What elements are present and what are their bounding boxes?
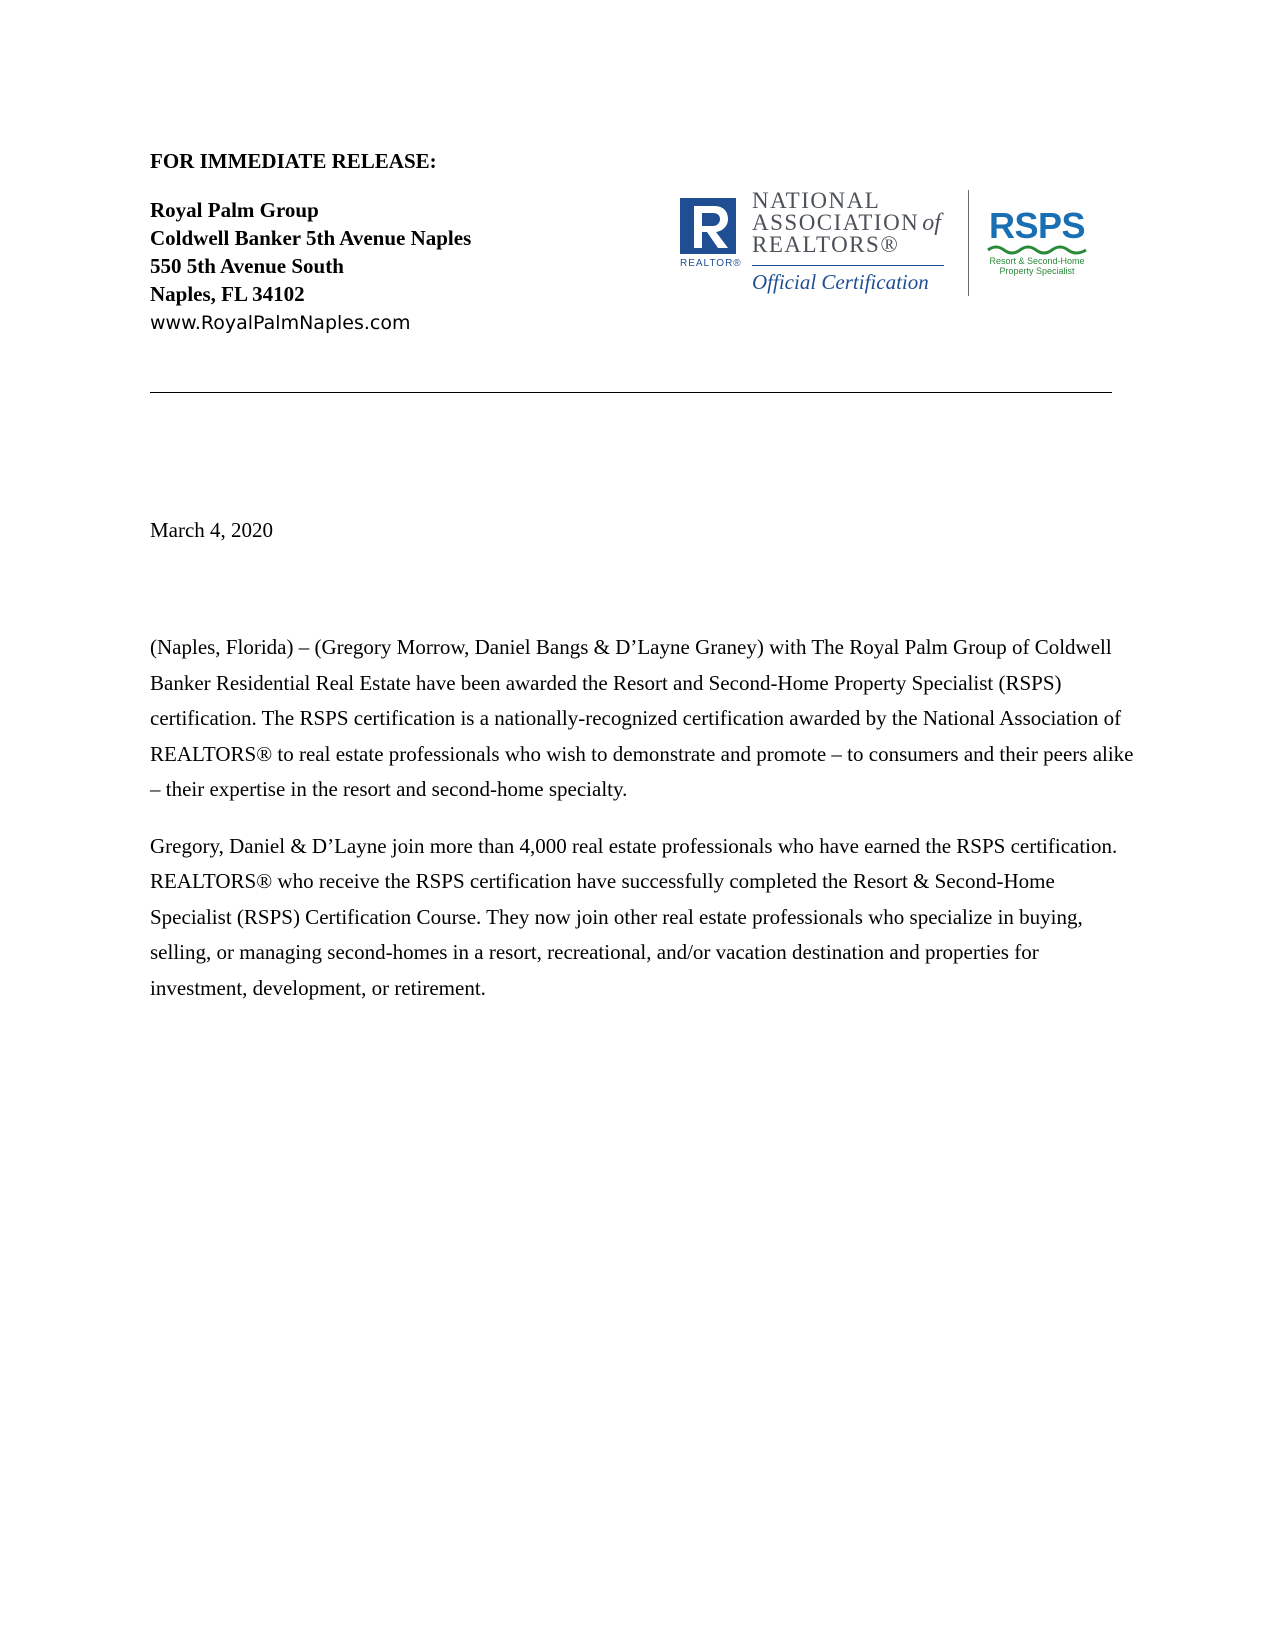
realtor-r-logo-icon: [680, 198, 736, 254]
brokerage-name: Coldwell Banker 5th Avenue Naples: [150, 226, 472, 250]
rsps-logo: [986, 205, 1106, 276]
release-label: FOR IMMEDIATE RELEASE:: [150, 149, 437, 173]
release-date: March 4, 2020: [150, 518, 274, 542]
certification-logos: [680, 190, 1105, 300]
rsps-tagline-line1: Resort & Second-Home: [989, 256, 1085, 266]
nar-line-association: [752, 212, 962, 234]
nar-logo-text: [752, 190, 962, 256]
nar-official-certification: Official Certification: [752, 270, 929, 294]
body-paragraph: Gregory, Daniel & D’Layne join more than 4,000 real estate professionals who have earned the RSPS certification. REALTORS® who receive the RSPS certification have successfully completed the Resort & Second-Home Specialist (RSPS) Certification Course. They now join other real estate professionals who specialize in buying, selling, or managing second-homes in a resort, recreational, and/or vacation destination and properties for investment, development, or retirement.: [150, 833, 1118, 1000]
realtor-r-mark-icon: [680, 198, 736, 254]
website-link[interactable]: www.RoyalPalmNaples.com: [150, 312, 411, 334]
street-address: 550 5th Avenue South: [150, 254, 344, 278]
realtor-wordmark: REALTOR®: [680, 258, 742, 269]
rsps-title: RSPS: [988, 205, 1086, 246]
rsps-tagline-line2: Property Specialist: [999, 266, 1075, 276]
header-divider-rule: [150, 392, 1112, 393]
nar-logo-rule: [752, 265, 944, 266]
nar-line-realtors: REALTORS®: [752, 232, 900, 257]
release-body: [150, 630, 1135, 1027]
nar-line-national: NATIONAL: [752, 188, 881, 213]
contact-block: [150, 196, 471, 338]
nar-of-word: of: [922, 210, 941, 236]
city-state-zip: Naples, FL 34102: [150, 282, 305, 306]
body-paragraph: (Naples, Florida) – (Gregory Morrow, Daniel Bangs & D’Layne Graney) with The Royal Palm Group of Coldwell Banker Residential Real Estate have been awarded the Resort and Second-Home Property Specialist (RSPS) certification. The RSPS certification is a nationally-recognized certification awarded by the National Association of REALTORS® to real estate professionals who wish to demonstrate and promote – to consumers and their peers alike – their expertise in the resort and second-home specialty.: [150, 635, 1134, 801]
nar-association-word: ASSOCIATION: [752, 210, 920, 235]
company-name: Royal Palm Group: [150, 198, 319, 222]
logo-divider: [968, 190, 969, 296]
